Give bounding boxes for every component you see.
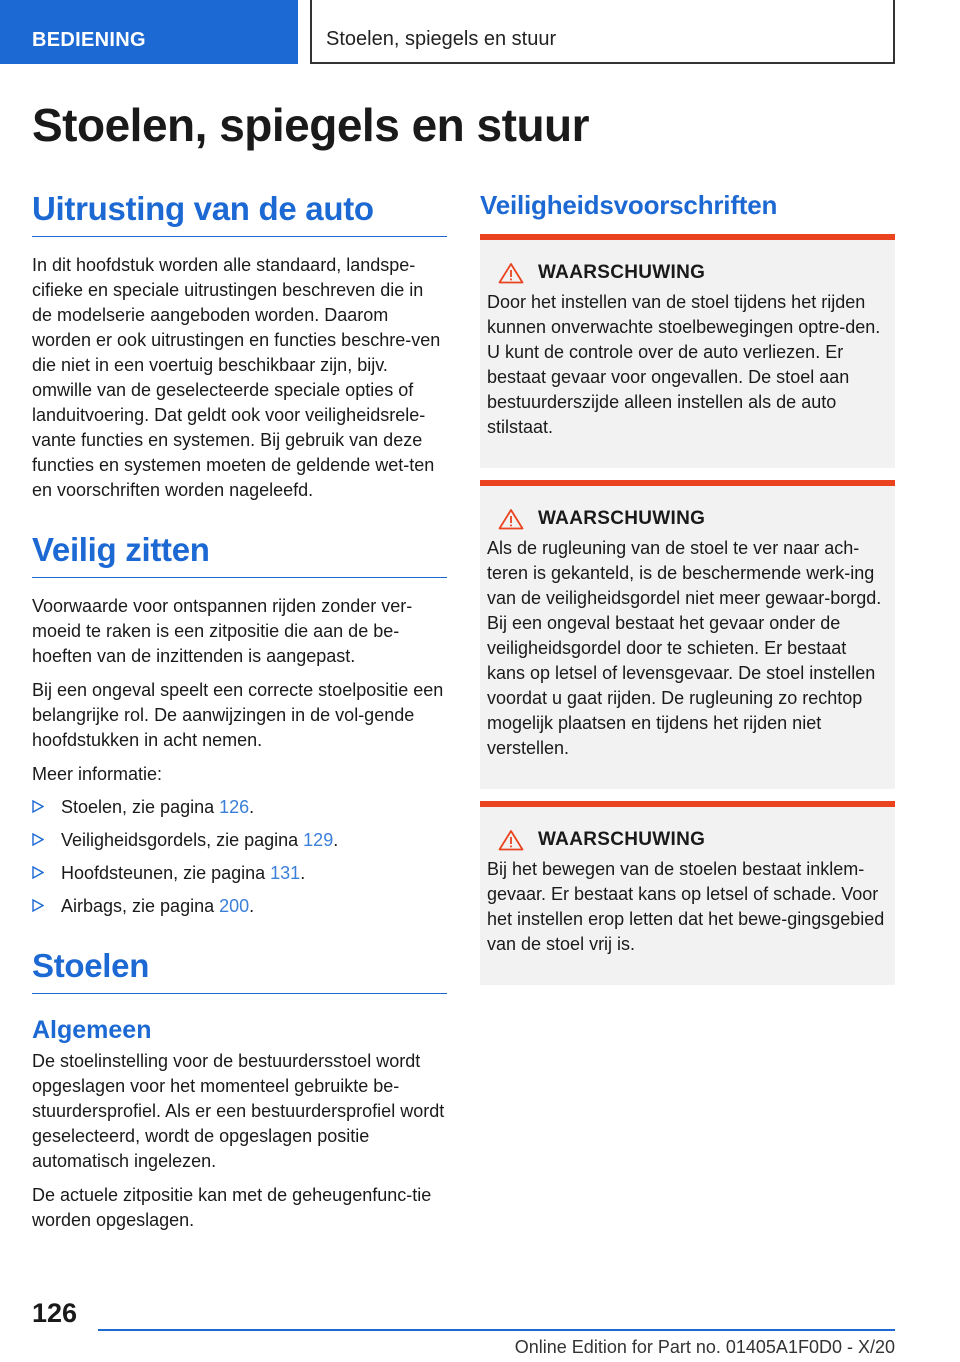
section-heading-safety-rules: Veiligheidsvoorschriften [480, 190, 778, 220]
warning-text: Door het instellen van de stoel tijdens het rijden kunnen onverwachte stoelbewegingen optre‐den. U kunt de controle over de auto verliezen. Er bestaat gevaar voor ongevallen. De stoel aan bestuurderszijde alleen instellen als de auto stilstaat. [487, 292, 881, 437]
list-item: Veiligheidsgordels, zie pagina 129. [32, 828, 447, 853]
page-link[interactable]: 129 [303, 830, 334, 850]
warning-title: WAARSCHUWING [538, 508, 706, 529]
list-item: Airbags, zie pagina 200. [32, 894, 447, 919]
general-paragraph-1: De stoelinstelling voor de bestuurdersstoel wordt opgeslagen voor het momenteel gebruikte be‐stuurdersprofiel. Als er een bestuurdersprofiel wordt geselecteerd, wordt de opgeslagen positie automatisch ingelezen. [32, 1051, 445, 1171]
page-link[interactable]: 200 [219, 896, 250, 916]
warning-box [480, 480, 895, 789]
general-paragraph-2: De actuele zitpositie kan met de geheugenfunc‐tie worden opgeslagen. [32, 1185, 432, 1230]
triangle-right-icon [32, 833, 44, 846]
warning-box [480, 234, 895, 468]
triangle-right-icon [32, 899, 44, 912]
chapter-title: Stoelen, spiegels en stuur [310, 0, 895, 64]
left-column [32, 190, 447, 1233]
warning-text: Bij het bewegen van de stoelen bestaat inklem‐gevaar. Er bestaat kans op letsel of schade. Voor het instellen erop letten dat het bewe‐gingsgebied van de stoel vrij is. [487, 859, 885, 954]
section-heading-safe-seating: Veilig zitten [32, 531, 447, 578]
safe-seating-paragraph-2: Bij een ongeval speelt een correcte stoelpositie een belangrijke rol. De aanwijzingen in de vol‐gende hoofdstukken in acht nemen. [32, 680, 444, 750]
warning-box [480, 801, 895, 985]
safe-seating-paragraph-1: Voorwaarde voor ontspannen rijden zonder ver‐moeid te raken is een zitpositie die aan de be‐hoeften van de inzittenden is aangepast. [32, 596, 413, 666]
reference-list [32, 795, 447, 919]
page-title: Stoelen, spiegels en stuur [32, 99, 590, 151]
reference-text: Veiligheidsgordels, zie pagina [61, 830, 304, 850]
reference-text: Stoelen, zie pagina [61, 797, 220, 817]
footer-divider [98, 1329, 895, 1331]
equipment-paragraph: In dit hoofdstuk worden alle standaard, landspe‐cifieke en speciale uitrustingen beschreven die in de modelserie aangeboden worden. Daarom worden er ook uitrustingen en functies beschre‐ven die niet in een voertuig beschikbaar zijn, bijv. omwille van de geselecteerde speciale opties of landuitvoering. Dat geldt ook voor veiligheidsrele‐vante functies en systemen. Bij gebruik van deze functies en systemen moeten de geldende wet‐ten en voorschriften worden nageleefd. [32, 255, 441, 500]
warning-title: WAARSCHUWING [538, 829, 706, 850]
page-link[interactable]: 126 [219, 797, 250, 817]
footer-edition: Online Edition for Part no. 01405A1F0D0 - X/20 [514, 1337, 895, 1357]
page-number: 126 [32, 1298, 78, 1328]
warning-triangle-icon [498, 508, 524, 530]
section-tab[interactable]: BEDIENING [0, 0, 298, 64]
warning-triangle-icon [498, 829, 524, 851]
triangle-right-icon [32, 866, 44, 879]
section-heading-equipment: Uitrusting van de auto [32, 190, 447, 237]
warning-text: Als de rugleuning van de stoel te ver naar ach‐teren is gekanteld, is de beschermende werk‐ing van de veiligheidsgordel niet meer gewaar‐borgd. Bij een ongeval bestaat het gevaar onder de veiligheidsgordel door te schieten. Er bestaat kans op letsel of levensgevaar. De stoel instellen voordat u gaat rijden. De rugleuning zo rechtop mogelijk plaatsen en tijdens het rijden niet verstellen. [487, 538, 882, 758]
warning-title: WAARSCHUWING [538, 262, 706, 283]
reference-text: Airbags, zie pagina [61, 896, 220, 916]
more-info-label: Meer informatie: [32, 764, 163, 784]
warning-triangle-icon [498, 262, 524, 284]
right-column [480, 190, 895, 985]
reference-text: Hoofdsteunen, zie pagina [61, 863, 271, 883]
section-heading-seats: Stoelen [32, 947, 447, 994]
list-item: Hoofdsteunen, zie pagina 131. [32, 861, 447, 886]
page-link[interactable]: 131 [270, 863, 301, 883]
subheading-general: Algemeen [32, 1016, 152, 1044]
triangle-right-icon [32, 800, 44, 813]
list-item: Stoelen, zie pagina 126. [32, 795, 447, 820]
